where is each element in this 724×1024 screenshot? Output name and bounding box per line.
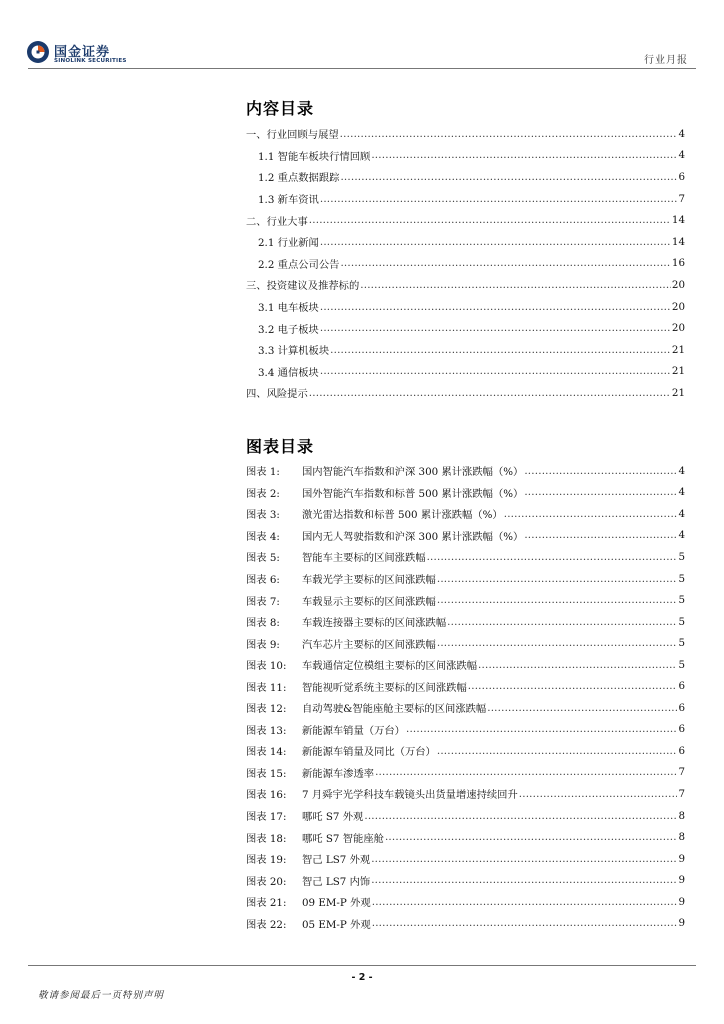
figure-entry[interactable] <box>246 675 685 697</box>
toc-entry-page: 4 <box>678 149 685 162</box>
figure-entry-page: 9 <box>678 874 685 887</box>
toc-entry[interactable] <box>246 188 685 210</box>
figure-entry-number: 图表 22: <box>246 918 287 931</box>
figure-entry-page: 5 <box>678 637 685 650</box>
figure-entry-number: 图表 14: <box>246 746 287 759</box>
dot-leader <box>320 236 671 248</box>
figure-entry-page: 8 <box>678 809 685 822</box>
dot-leader <box>340 257 670 269</box>
toc-entry[interactable] <box>246 123 685 145</box>
dot-leader <box>519 788 678 800</box>
figures-title: 图表目录 <box>246 437 315 456</box>
dot-leader <box>371 874 677 886</box>
report-type-label: 行业月报 <box>644 55 688 66</box>
toc-entry[interactable] <box>246 382 685 404</box>
toc-entry-page: 21 <box>671 386 685 399</box>
figure-entry-number: 图表 18: <box>246 832 287 845</box>
figure-entry-page: 6 <box>678 701 685 714</box>
figure-entry-page: 7 <box>678 766 685 779</box>
dot-leader <box>468 680 678 692</box>
toc-entry[interactable] <box>246 361 685 383</box>
dot-leader <box>385 831 678 843</box>
dot-leader <box>371 853 677 865</box>
figure-entry-title: 05 EM-P 外观 <box>302 918 371 931</box>
figure-entry-page: 4 <box>678 507 685 520</box>
dot-leader <box>504 508 678 520</box>
figure-entry-number: 图表 21: <box>246 897 287 910</box>
figure-entry[interactable] <box>246 912 685 934</box>
figure-entry-number: 图表 20: <box>246 875 287 888</box>
figure-entry[interactable] <box>246 611 685 633</box>
figures-list <box>246 460 685 934</box>
figure-entry[interactable] <box>246 719 685 741</box>
figure-entry-number: 图表 1: <box>246 466 280 479</box>
toc-entry-label: 一、行业回顾与展望 <box>246 129 339 142</box>
figure-entry[interactable] <box>246 826 685 848</box>
toc-entry-label: 二、行业大事 <box>246 215 308 228</box>
toc-entry-page: 14 <box>671 235 685 248</box>
dot-leader <box>320 322 671 334</box>
toc-entry-label: 1.1 智能车板块行情回顾 <box>258 150 371 163</box>
disclaimer-note: 敬请参阅最后一页特别声明 <box>38 990 165 1001</box>
figure-entry-page: 5 <box>678 615 685 628</box>
toc-entry-page: 14 <box>671 214 685 227</box>
figure-entry-title: 09 EM-P 外观 <box>302 897 371 910</box>
dot-leader <box>372 917 678 929</box>
dot-leader <box>372 896 678 908</box>
figure-entry[interactable] <box>246 482 685 504</box>
figure-entry[interactable] <box>246 654 685 676</box>
figure-entry[interactable] <box>246 460 685 482</box>
dot-leader <box>320 365 671 377</box>
dot-leader <box>371 149 677 161</box>
toc-entry-label: 2.2 重点公司公告 <box>258 258 340 271</box>
figure-entry-title: 国内智能汽车指数和沪深 300 累计涨跌幅（%） <box>302 466 524 479</box>
dot-leader <box>437 594 678 606</box>
toc-entry-label: 1.3 新车资讯 <box>258 194 319 207</box>
figure-entry-number: 图表 11: <box>246 681 287 694</box>
dot-leader <box>427 551 678 563</box>
figure-entry[interactable] <box>246 503 685 525</box>
dot-leader <box>340 128 678 140</box>
figure-entry-title: 车载光学主要标的区间涨跌幅 <box>302 574 436 586</box>
dot-leader <box>364 810 677 822</box>
figure-entry[interactable] <box>246 546 685 568</box>
figure-entry-number: 图表 17: <box>246 811 287 824</box>
figure-entry-title: 新能源车销量及同比（万台） <box>302 746 436 759</box>
figure-entry-number: 图表 13: <box>246 724 287 737</box>
dot-leader <box>330 344 671 356</box>
toc-entry-page: 7 <box>678 192 685 205</box>
figure-entry-title: 激光雷达指数和标普 500 累计涨跌幅（%） <box>302 509 503 522</box>
dot-leader <box>487 702 677 714</box>
dot-leader <box>437 637 678 649</box>
dot-leader <box>447 616 677 628</box>
toc-entry-page: 20 <box>671 278 685 291</box>
figure-entry-page: 5 <box>678 572 685 585</box>
figure-entry[interactable] <box>246 740 685 762</box>
toc-entry-label: 3.3 计算机板块 <box>258 345 330 358</box>
figure-entry[interactable] <box>246 632 685 654</box>
toc-entry-page: 6 <box>678 170 685 183</box>
figure-entry[interactable] <box>246 762 685 784</box>
figure-entry-title: 智己 LS7 外观 <box>302 854 371 867</box>
toc-entry[interactable] <box>246 231 685 253</box>
figure-entry-page: 5 <box>678 658 685 671</box>
figure-entry[interactable] <box>246 869 685 891</box>
figure-entry[interactable] <box>246 697 685 719</box>
toc-entry-label: 3.2 电子板块 <box>258 323 319 336</box>
toc-entry-page: 4 <box>678 127 685 140</box>
toc-entry-page: 16 <box>671 257 685 270</box>
figure-entry-page: 4 <box>678 486 685 499</box>
toc-entry-page: 21 <box>671 343 685 356</box>
figure-entry-title: 智能车主要标的区间涨跌幅 <box>302 552 426 565</box>
footer-divider <box>28 965 696 966</box>
figure-entry-page: 4 <box>678 529 685 542</box>
page-number: - 2 - <box>351 972 373 983</box>
figure-entry-title: 汽车芯片主要标的区间涨跌幅 <box>302 638 436 651</box>
toc-entry-page: 20 <box>671 322 685 335</box>
figure-entry[interactable] <box>246 783 685 805</box>
figure-entry[interactable] <box>246 589 685 611</box>
figure-entry-number: 图表 19: <box>246 854 287 867</box>
figure-entry-number: 图表 3: <box>246 509 280 522</box>
figure-entry-number: 图表 12: <box>246 703 287 716</box>
figure-entry-number: 图表 4: <box>246 530 280 543</box>
contents-list <box>246 123 685 404</box>
figure-entry-title: 哪吒 S7 外观 <box>302 811 364 824</box>
figure-entry-title: 自动驾驶&智能座舱主要标的区间涨跌幅 <box>302 703 487 716</box>
dot-leader <box>320 193 678 205</box>
dot-leader <box>320 301 671 313</box>
logo-english-name: SINOLINK SECURITIES <box>54 58 127 64</box>
dot-leader <box>340 171 677 183</box>
toc-entry[interactable] <box>246 339 685 361</box>
toc-entry-label: 四、风险提示 <box>246 388 308 401</box>
toc-entry-label: 1.2 重点数据跟踪 <box>258 172 340 185</box>
toc-entry-label: 3.4 通信板块 <box>258 366 319 379</box>
figure-entry-page: 9 <box>678 895 685 908</box>
dot-leader <box>524 529 677 541</box>
dot-leader <box>524 465 677 477</box>
toc-entry-page: 20 <box>671 300 685 313</box>
figure-entry-number: 图表 16: <box>246 789 287 802</box>
figure-entry-page: 9 <box>678 852 685 865</box>
figure-entry-number: 图表 10: <box>246 660 287 673</box>
figure-entry-number: 图表 2: <box>246 487 280 500</box>
figure-entry-number: 图表 9: <box>246 638 280 651</box>
toc-entry-label: 2.1 行业新闻 <box>258 237 319 250</box>
figure-entry-title: 智能视听觉系统主要标的区间涨跌幅 <box>302 681 467 694</box>
figure-entry-title: 7 月舜宇光学科技车载镜头出货量增速持续回升 <box>302 789 518 802</box>
sinolink-logo-icon <box>26 40 50 64</box>
figure-entry-title: 新能源车销量（万台） <box>302 724 405 737</box>
figure-entry-title: 智己 LS7 内饰 <box>302 875 371 888</box>
figure-entry-title: 国外智能汽车指数和标普 500 累计涨跌幅（%） <box>302 487 524 500</box>
figure-entry-page: 9 <box>678 917 685 930</box>
figure-entry-number: 图表 8: <box>246 617 280 630</box>
figure-entry-page: 5 <box>678 550 685 563</box>
figure-entry-number: 图表 6: <box>246 574 280 586</box>
company-logo <box>26 40 136 68</box>
dot-leader <box>406 723 677 735</box>
figure-entry[interactable] <box>246 525 685 547</box>
figure-entry-page: 5 <box>678 594 685 607</box>
dot-leader <box>360 279 671 291</box>
dot-leader <box>524 486 677 498</box>
figure-entry[interactable] <box>246 848 685 870</box>
figure-entry[interactable] <box>246 805 685 827</box>
figure-entry-title: 哪吒 S7 智能座舱 <box>302 832 384 845</box>
header-divider <box>28 68 696 69</box>
figure-entry-page: 6 <box>678 680 685 693</box>
figure-entry-title: 车载通信定位模组主要标的区间涨跌幅 <box>302 660 478 673</box>
figure-entry-page: 7 <box>678 787 685 800</box>
contents-title: 内容目录 <box>246 99 315 118</box>
figure-entry-number: 图表 15: <box>246 767 287 780</box>
toc-entry-page: 21 <box>671 365 685 378</box>
logo-chinese-name: 国金证券 <box>54 45 111 60</box>
toc-entry-label: 3.1 电车板块 <box>258 302 319 315</box>
toc-entry-label: 三、投资建议及推荐标的 <box>246 280 360 293</box>
dot-leader <box>437 573 678 585</box>
toc-entry[interactable] <box>246 166 685 188</box>
figure-entry-number: 图表 5: <box>246 552 280 565</box>
figure-entry-number: 图表 7: <box>246 595 280 608</box>
dot-leader <box>437 745 678 757</box>
toc-entry[interactable] <box>246 317 685 339</box>
figure-entry-title: 车载连接器主要标的区间涨跌幅 <box>302 617 447 630</box>
dot-leader <box>309 214 671 226</box>
toc-entry[interactable] <box>246 145 685 167</box>
toc-entry[interactable] <box>246 209 685 231</box>
toc-entry[interactable] <box>246 296 685 318</box>
figure-entry[interactable] <box>246 891 685 913</box>
toc-entry[interactable] <box>246 274 685 296</box>
figure-entry-title: 车载显示主要标的区间涨跌幅 <box>302 595 436 608</box>
dot-leader <box>309 387 671 399</box>
dot-leader <box>478 659 677 671</box>
dot-leader <box>375 766 677 778</box>
figure-entry-title: 新能源车渗透率 <box>302 767 375 780</box>
figure-entry[interactable] <box>246 568 685 590</box>
figure-entry-page: 8 <box>678 831 685 844</box>
figure-entry-page: 4 <box>678 464 685 477</box>
figure-entry-page: 6 <box>678 723 685 736</box>
toc-entry[interactable] <box>246 253 685 275</box>
figure-entry-page: 6 <box>678 744 685 757</box>
figure-entry-title: 国内无人驾驶指数和沪深 300 累计涨跌幅（%） <box>302 530 524 543</box>
